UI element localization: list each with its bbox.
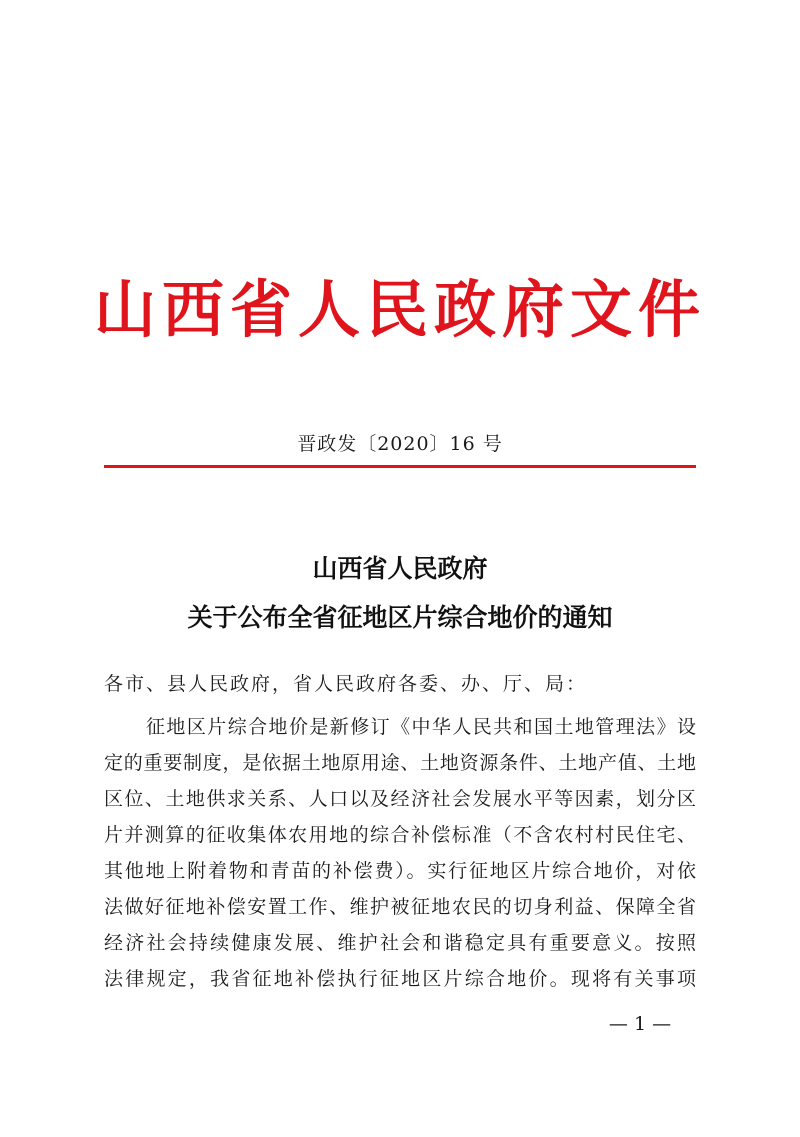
- red-separator-rule: [104, 465, 696, 468]
- notice-title-line-2: 关于公布全省征地区片综合地价的通知: [187, 603, 613, 632]
- body-line: 其他地上附着物和青苗的补偿费）。实行征地区片综合地价，对依: [104, 860, 696, 882]
- body-line: 片并测算的征收集体农用地的综合补偿标准（不含农村村民住宅、: [104, 824, 696, 846]
- body-line: 征地区片综合地价是新修订《中华人民共和国土地管理法》设: [146, 716, 696, 738]
- page-number: — 1 —: [608, 1013, 672, 1035]
- notice-title-line-1: 山西省人民政府: [312, 554, 488, 583]
- document-number: 晋政发〔2020〕16 号: [297, 433, 503, 455]
- body-line: 经济社会持续健康发展、维护社会和谐稳定具有重要意义。按照: [104, 932, 696, 954]
- body-line: 区位、土地供求关系、人口以及经济社会发展水平等因素，划分区: [104, 788, 696, 810]
- salutation: 各市、县人民政府，省人民政府各委、办、厅、局：: [104, 673, 588, 695]
- issuer-title: 山西省人民政府文件: [93, 273, 706, 346]
- body-line: 定的重要制度，是依据土地原用途、土地资源条件、土地产值、土地: [104, 752, 696, 774]
- body-line: 法律规定，我省征地补偿执行征地区片综合地价。现将有关事项: [104, 968, 696, 990]
- body-line: 法做好征地补偿安置工作、维护被征地农民的切身利益、保障全省: [104, 896, 696, 918]
